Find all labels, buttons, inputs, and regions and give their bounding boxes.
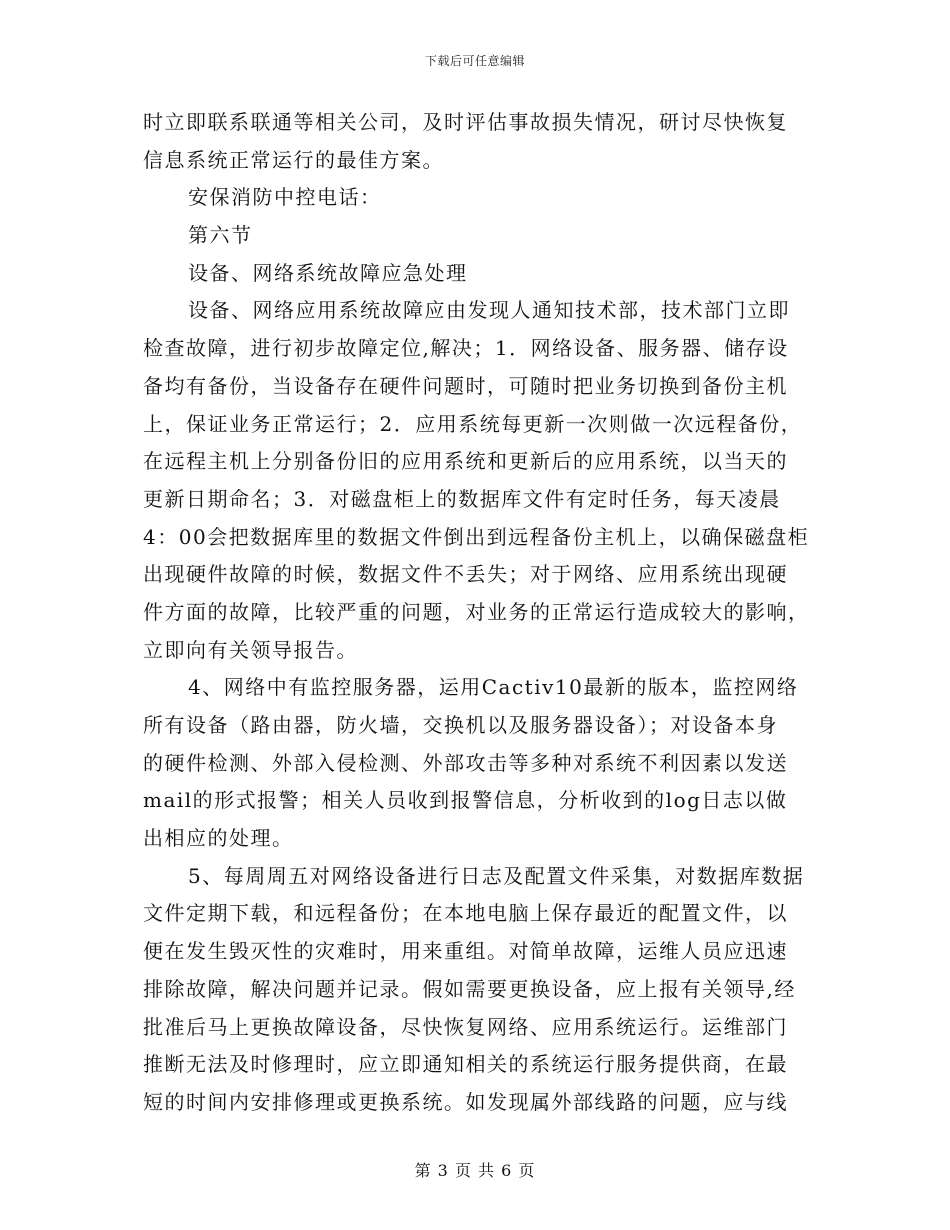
text-line: 4、网络中有监控服务器，运用Cactiv10最新的版本，监控网络	[188, 675, 799, 700]
text-line: 的硬件检测、外部入侵检测、外部攻击等多种对系统不利因素以发送	[143, 750, 788, 775]
text-line: 便在发生毁灭性的灾难时，用来重组。对简单故障，运维人员应迅速	[143, 939, 788, 964]
text-line: 短的时间内安排修理或更换系统。如发现属外部线路的问题，应与线	[143, 1089, 788, 1114]
text-line: 件方面的故障，比较严重的问题，对业务的正常运行造成较大的影响，	[143, 599, 810, 624]
text-line: 出相应的处理。	[143, 826, 294, 851]
text-line: 第六节	[188, 223, 253, 248]
text-line: 在远程主机上分别备份旧的应用系统和更新后的应用系统，以当天的	[143, 449, 788, 474]
text-line: 备均有备份，当设备存在硬件问题时，可随时把业务切换到备份主机	[143, 373, 788, 398]
text-line: 文件定期下载，和远程备份；在本地电脑上保存最近的配置文件，以	[143, 901, 788, 926]
text-line: 设备、网络系统故障应急处理	[188, 260, 468, 285]
text-line: 立即向有关领导报告。	[143, 637, 358, 662]
header-note: 下载后可任意编辑	[424, 54, 525, 68]
page-footer: 第 3 页 共 6 页	[414, 1161, 536, 1180]
text-line: 出现硬件故障的时候，数据文件不丢失；对于网络、应用系统出现硬	[143, 562, 788, 587]
text-line: 推断无法及时修理时，应立即通知相关的系统运行服务提供商，在最	[143, 1052, 788, 1077]
text-line: 更新日期命名；3．对磁盘柜上的数据库文件有定时任务，每天凌晨	[143, 486, 781, 511]
text-line: 信息系统正常运行的最佳方案。	[143, 147, 444, 172]
text-line: 4：00会把数据库里的数据文件倒出到远程备份主机上，以确保磁盘柜	[143, 524, 810, 549]
text-line: 安保消防中控电话：	[188, 185, 382, 210]
text-line: 批准后马上更换故障设备，尽快恢复网络、应用系统运行。运维部门	[143, 1014, 788, 1039]
text-line: 排除故障，解决问题并记录。假如需要更换设备，应上报有关领导,经	[143, 976, 796, 1001]
text-line: 上，保证业务正常运行；2．应用系统每更新一次则做一次远程备份，	[143, 411, 803, 436]
text-line: 设备、网络应用系统故障应由发现人通知技术部，技术部门立即	[188, 298, 790, 323]
text-line: 时立即联系联通等相关公司，及时评估事故损失情况，研讨尽快恢复	[143, 110, 788, 134]
text-line: mail的形式报警；相关人员收到报警信息，分析收到的log日志以做	[143, 788, 788, 813]
text-line: 检查故障，进行初步故障定位,解决；1．网络设备、服务器、储存设	[143, 336, 789, 361]
text-line: 5、每周周五对网络设备进行日志及配置文件采集，对数据库数据	[188, 863, 805, 888]
document-body	[143, 104, 811, 1122]
text-line: 所有设备（路由器，防火墙，交换机以及服务器设备）；对设备本身	[143, 713, 778, 737]
